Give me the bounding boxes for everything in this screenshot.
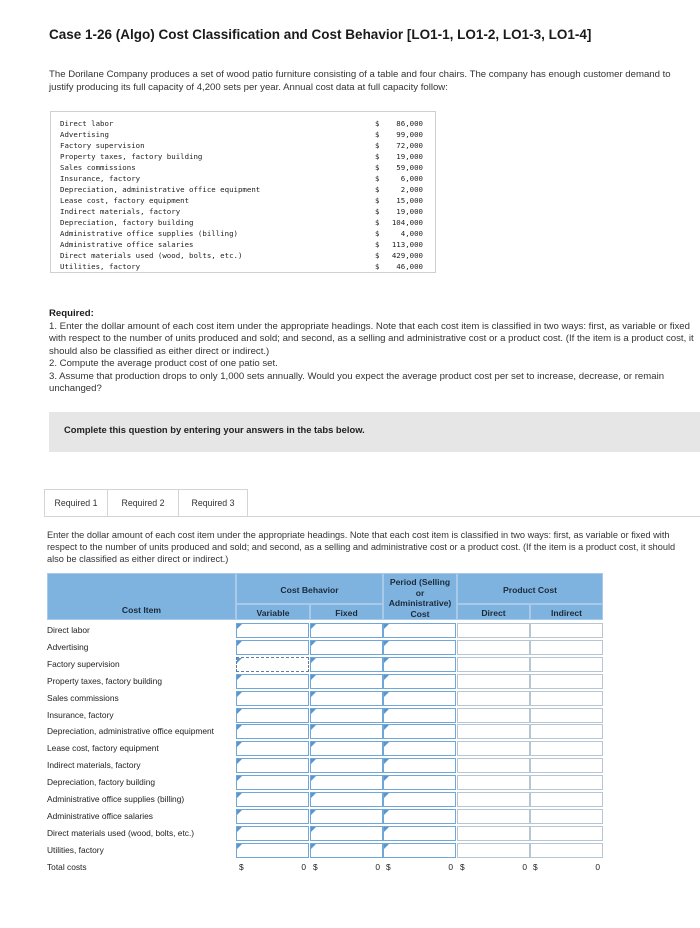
input-indirect[interactable] [530, 843, 603, 858]
cost-data-amount [375, 195, 423, 206]
cost-data-label: Administrative office salaries [60, 240, 194, 249]
intro-text: The Dorilane Company produces a set of wood patio furniture consisting of a table and four chairs. The company has enough customer demand to justify producing its full capacity of 4,200 sets per year. Annual cost data at full capacity follow: [49, 69, 671, 93]
input-indirect[interactable] [530, 792, 603, 807]
input-fixed[interactable] [310, 758, 383, 773]
input-marker-icon [237, 658, 242, 663]
input-marker-icon [311, 844, 316, 849]
cost-data-amount [375, 217, 423, 228]
cost-data-currency: $ [375, 262, 380, 271]
input-marker-icon [237, 776, 242, 781]
header-variable-label: Variable [256, 608, 290, 618]
input-variable[interactable] [236, 826, 309, 841]
input-direct[interactable] [457, 623, 530, 638]
input-fixed[interactable] [310, 724, 383, 739]
cost-data-currency: $ [375, 251, 380, 260]
input-indirect[interactable] [530, 674, 603, 689]
input-marker-icon [311, 641, 316, 646]
input-variable[interactable] [236, 775, 309, 790]
cost-data-amount [375, 129, 423, 140]
cost-data-label: Property taxes, factory building [60, 152, 203, 161]
cost-data-currency: $ [375, 207, 380, 216]
cost-data-currency: $ [375, 229, 380, 238]
input-indirect[interactable] [530, 691, 603, 706]
row-label: Depreciation, factory building [47, 777, 156, 788]
header-product-cost-label: Product Cost [503, 585, 557, 595]
cost-data-amount [375, 261, 423, 272]
input-period[interactable] [383, 775, 456, 790]
total-value [236, 860, 309, 875]
classification-table [47, 573, 653, 878]
input-marker-icon [237, 725, 242, 730]
tab-instructions: Enter the dollar amount of each cost item under the appropriate headings. Note that each cost item is classified in two ways: first, as variable or fixed with respect to the number of units produced and sold; and second, as a selling and administrative cost or a product cost. (If the item is a product cost, it should also be classified as either direct or indirect.) [47, 530, 676, 564]
header-period-cost-label: Period (Selling or Administrative) Cost [388, 577, 452, 619]
total-costs-label: Total costs [47, 861, 87, 872]
input-direct[interactable] [457, 741, 530, 756]
row-label: Depreciation, administrative office equipment [47, 726, 214, 737]
header-period-cost [383, 573, 457, 620]
input-marker-icon [237, 709, 242, 714]
input-period[interactable] [383, 826, 456, 841]
cost-data-value: 86,000 [396, 119, 423, 128]
input-variable[interactable] [236, 657, 309, 672]
total-currency: $ [386, 861, 391, 872]
input-marker-icon [237, 759, 242, 764]
input-marker-icon [384, 725, 389, 730]
cost-data-label: Indirect materials, factory [60, 207, 181, 216]
input-marker-icon [384, 810, 389, 815]
input-direct[interactable] [457, 640, 530, 655]
row-label: Indirect materials, factory [47, 760, 141, 771]
input-variable[interactable] [236, 674, 309, 689]
cost-data-value: 19,000 [396, 207, 423, 216]
row-label: Administrative office salaries [47, 810, 153, 821]
cost-data-currency: $ [375, 240, 380, 249]
tab-required-3[interactable]: Required 3 [179, 489, 248, 517]
cost-data-currency: $ [375, 119, 380, 128]
input-marker-icon [384, 658, 389, 663]
input-marker-icon [384, 793, 389, 798]
input-variable[interactable] [236, 691, 309, 706]
input-period[interactable] [383, 792, 456, 807]
input-indirect[interactable] [530, 724, 603, 739]
cost-data-value: 59,000 [396, 163, 423, 172]
row-label: Insurance, factory [47, 709, 114, 720]
cost-data-label: Sales commissions [60, 163, 136, 172]
input-indirect[interactable] [530, 758, 603, 773]
input-fixed[interactable] [310, 691, 383, 706]
cost-data-value: 72,000 [396, 141, 423, 150]
cost-data-value: 15,000 [396, 196, 423, 205]
instruction-banner [49, 412, 700, 452]
total-currency: $ [239, 861, 244, 872]
input-marker-icon [384, 641, 389, 646]
input-marker-icon [237, 810, 242, 815]
input-indirect[interactable] [530, 623, 603, 638]
total-value [530, 860, 603, 875]
input-period[interactable] [383, 691, 456, 706]
input-period[interactable] [383, 724, 456, 739]
input-marker-icon [311, 810, 316, 815]
banner-text: Complete this question by entering your answers in the tabs below. [64, 424, 365, 435]
required-block [49, 308, 694, 396]
cost-data-box [50, 111, 436, 273]
header-direct-label: Direct [481, 608, 506, 618]
cost-data-amount [375, 250, 423, 261]
row-label: Advertising [47, 641, 89, 652]
input-variable[interactable] [236, 741, 309, 756]
input-variable[interactable] [236, 758, 309, 773]
cost-data-currency: $ [375, 152, 380, 161]
cost-data-amount [375, 162, 423, 173]
header-fixed-label: Fixed [335, 608, 358, 618]
cost-data-value: 46,000 [396, 262, 423, 271]
input-marker-icon [311, 776, 316, 781]
input-fixed[interactable] [310, 623, 383, 638]
input-marker-icon [384, 692, 389, 697]
row-label: Property taxes, factory building [47, 675, 162, 686]
input-marker-icon [384, 776, 389, 781]
total-currency: $ [533, 861, 538, 872]
required-item-3: 3. Assume that production drops to only 1,000 sets annually. Would you expect the average product cost per set to increase, decrease, or remain unchanged? [49, 370, 665, 394]
input-period[interactable] [383, 809, 456, 824]
input-fixed[interactable] [310, 741, 383, 756]
input-fixed[interactable] [310, 826, 383, 841]
input-marker-icon [237, 827, 242, 832]
cost-data-value: 99,000 [396, 130, 423, 139]
input-period[interactable] [383, 674, 456, 689]
tab-divider [44, 516, 700, 517]
required-item-2: 2. Compute the average product cost of one patio set. [49, 358, 278, 369]
input-marker-icon [311, 759, 316, 764]
cost-data-label: Depreciation, factory building [60, 218, 194, 227]
input-variable[interactable] [236, 809, 309, 824]
input-indirect[interactable] [530, 775, 603, 790]
cost-data-value: 4,000 [400, 229, 423, 238]
cost-data-label: Depreciation, administrative office equipment [60, 185, 261, 194]
input-fixed[interactable] [310, 657, 383, 672]
input-marker-icon [237, 844, 242, 849]
input-direct[interactable] [457, 809, 530, 824]
input-indirect[interactable] [530, 708, 603, 723]
input-marker-icon [311, 709, 316, 714]
input-indirect[interactable] [530, 826, 603, 841]
total-value [310, 860, 383, 875]
input-marker-icon [384, 742, 389, 747]
total-amount: 0 [595, 861, 600, 872]
cost-data-label: Utilities, factory [60, 262, 141, 271]
header-product-cost [457, 573, 603, 604]
tab-required-2[interactable]: Required 2 [108, 489, 179, 517]
input-fixed[interactable] [310, 843, 383, 858]
input-fixed[interactable] [310, 708, 383, 723]
row-label: Direct materials used (wood, bolts, etc.) [47, 827, 195, 838]
input-marker-icon [237, 624, 242, 629]
cost-data-label: Factory supervision [60, 141, 145, 150]
input-direct[interactable] [457, 792, 530, 807]
header-indirect [530, 604, 603, 620]
cost-data-label: Lease cost, factory equipment [60, 196, 190, 205]
input-marker-icon [237, 742, 242, 747]
cost-data-value: 6,000 [400, 174, 423, 183]
input-variable[interactable] [236, 640, 309, 655]
total-value [457, 860, 530, 875]
row-label: Factory supervision [47, 658, 120, 669]
input-variable[interactable] [236, 792, 309, 807]
input-marker-icon [384, 759, 389, 764]
page-title: Case 1-26 (Algo) Cost Classification and Cost Behavior [LO1-1, LO1-2, LO1-3, LO1-4] [49, 27, 592, 42]
required-item-1: 1. Enter the dollar amount of each cost item under the appropriate headings. Note that each cost item is classified in two ways: first, as variable or fixed with respect to the number of units produced and sold; and second, as a selling and administrative cost or a product cost. (If the item is a product cost, it should also be classified as either direct or indirect.) [49, 320, 694, 357]
total-amount: 0 [522, 861, 527, 872]
input-direct[interactable] [457, 724, 530, 739]
cost-data-amount [375, 151, 423, 162]
row-label: Administrative office supplies (billing) [47, 794, 185, 804]
cost-data-label: Administrative office supplies (billing) [60, 229, 238, 238]
input-variable[interactable] [236, 724, 309, 739]
header-cost-behavior [236, 573, 383, 604]
input-marker-icon [311, 742, 316, 747]
input-direct[interactable] [457, 758, 530, 773]
input-marker-icon [384, 709, 389, 714]
cost-data-amount [375, 228, 423, 239]
cost-data-amount [375, 140, 423, 151]
cost-data-value: 104,000 [391, 218, 423, 227]
cost-data-value: 113,000 [391, 240, 423, 249]
total-value [383, 860, 456, 875]
cost-data-amount [375, 239, 423, 250]
input-marker-icon [311, 827, 316, 832]
row-label: Sales commissions [47, 692, 119, 703]
input-indirect[interactable] [530, 657, 603, 672]
input-fixed[interactable] [310, 674, 383, 689]
cost-data-value: 19,000 [396, 152, 423, 161]
cost-data-currency: $ [375, 174, 380, 183]
total-amount: 0 [301, 861, 306, 872]
input-fixed[interactable] [310, 775, 383, 790]
cost-data-amount [375, 173, 423, 184]
header-direct [457, 604, 530, 620]
cost-data-currency: $ [375, 218, 380, 227]
input-marker-icon [237, 675, 242, 680]
cost-data-label: Advertising [60, 130, 109, 139]
cost-data-value: 429,000 [391, 251, 423, 260]
header-fixed [310, 604, 383, 620]
input-direct[interactable] [457, 775, 530, 790]
total-amount: 0 [375, 861, 380, 872]
input-marker-icon [311, 624, 316, 629]
header-indirect-label: Indirect [550, 608, 583, 618]
total-currency: $ [460, 861, 465, 872]
input-fixed[interactable] [310, 809, 383, 824]
cost-data-label: Direct materials used (wood, bolts, etc.) [60, 251, 243, 260]
cost-data-amount [375, 118, 423, 129]
total-amount: 0 [448, 861, 453, 872]
row-label: Direct labor [47, 625, 90, 635]
cost-data-amount [375, 206, 423, 217]
input-direct[interactable] [457, 674, 530, 689]
input-direct[interactable] [457, 691, 530, 706]
input-marker-icon [384, 827, 389, 832]
input-direct[interactable] [457, 657, 530, 672]
cost-data-currency: $ [375, 130, 380, 139]
input-period[interactable] [383, 708, 456, 723]
input-indirect[interactable] [530, 640, 603, 655]
header-cost-behavior-label: Cost Behavior [280, 585, 339, 595]
input-marker-icon [237, 692, 242, 697]
input-indirect[interactable] [530, 809, 603, 824]
input-variable[interactable] [236, 623, 309, 638]
input-fixed[interactable] [310, 792, 383, 807]
input-marker-icon [384, 624, 389, 629]
input-period[interactable] [383, 741, 456, 756]
cost-data-label: Direct labor [60, 119, 114, 128]
input-marker-icon [384, 675, 389, 680]
header-variable [236, 604, 310, 620]
header-cost-item-label: Cost Item [121, 605, 162, 615]
row-label: Utilities, factory [47, 844, 104, 855]
input-marker-icon [311, 675, 316, 680]
cost-data-currency: $ [375, 141, 380, 150]
input-direct[interactable] [457, 843, 530, 858]
input-marker-icon [237, 641, 242, 646]
cost-data-label: Insurance, factory [60, 174, 141, 183]
input-marker-icon [237, 793, 242, 798]
row-label: Lease cost, factory equipment [47, 743, 159, 754]
input-marker-icon [384, 844, 389, 849]
input-marker-icon [311, 725, 316, 730]
cost-data-amount [375, 184, 423, 195]
input-marker-icon [311, 793, 316, 798]
required-heading: Required: [49, 308, 94, 319]
input-period[interactable] [383, 657, 456, 672]
input-variable[interactable] [236, 843, 309, 858]
input-marker-icon [311, 658, 316, 663]
input-variable[interactable] [236, 708, 309, 723]
input-indirect[interactable] [530, 741, 603, 756]
cost-data-currency: $ [375, 163, 380, 172]
input-period[interactable] [383, 623, 456, 638]
input-direct[interactable] [457, 708, 530, 723]
input-direct[interactable] [457, 826, 530, 841]
cost-data-currency: $ [375, 196, 380, 205]
input-period[interactable] [383, 843, 456, 858]
header-cost-item [47, 573, 236, 620]
total-currency: $ [313, 861, 318, 872]
input-marker-icon [311, 692, 316, 697]
tab-required-1[interactable]: Required 1 [44, 489, 108, 517]
cost-data-currency: $ [375, 185, 380, 194]
input-period[interactable] [383, 640, 456, 655]
cost-data-value: 2,000 [400, 185, 423, 194]
input-fixed[interactable] [310, 640, 383, 655]
input-period[interactable] [383, 758, 456, 773]
